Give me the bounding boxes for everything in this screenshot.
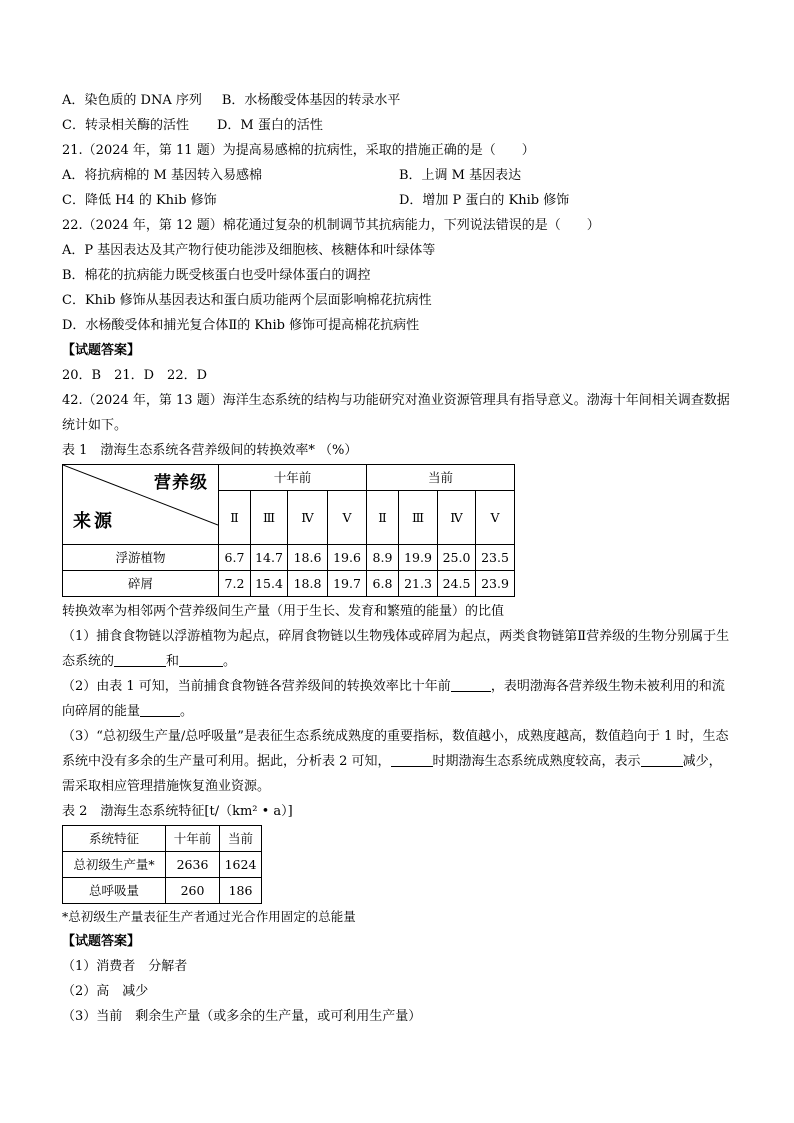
corner-label-source: 来源 (73, 511, 115, 532)
option-d: D．M 蛋白的活性 (216, 118, 323, 133)
table-cell: 186 (220, 878, 262, 904)
table-cell: 24.5 (438, 571, 476, 597)
table-2 (62, 825, 262, 904)
option-c: C．Khib 修饰从基因表达和蛋白质功能两个层面影响棉花抗病性 (62, 293, 432, 308)
table-cell: 6.7 (219, 545, 251, 571)
row-label: 总呼吸量 (63, 878, 166, 904)
option-c: C．降低 H4 的 Khib 修饰 (62, 193, 217, 208)
option-b: B．棉花的抗病能力既受核蛋白也受叶绿体蛋白的调控 (62, 268, 371, 283)
document-page (62, 88, 734, 1029)
sub-question-2-text: 。 (180, 704, 194, 719)
column-header: 十年前 (166, 826, 220, 852)
answer-blank[interactable] (114, 652, 166, 667)
level-header: Ⅳ (438, 491, 476, 545)
answer-blank[interactable] (391, 752, 433, 767)
row-label: 碎屑 (63, 571, 219, 597)
table-cell: 19.7 (328, 571, 367, 597)
answer-blank[interactable] (140, 702, 180, 717)
question-21-options-row-2 (62, 188, 734, 213)
table-cell: 14.7 (251, 545, 288, 571)
answers-20-22: 20．B 21．D 22．D (62, 368, 208, 383)
sub-question-1-text: （1）捕食食物链以浮游植物为起点，碎屑食物链以生物残体或碎屑为起点，两类食物链第Ⅱ营养级的生物分别属于生态系统的 (62, 629, 730, 669)
table-1-footnote: 转换效率为相邻两个营养级间生产量（用于生长、发育和繁殖的能量）的比值 (62, 604, 505, 619)
table-2-footnote: *总初级生产量表征生产者通过光合作用固定的总能量 (62, 909, 356, 924)
option-c: C．转录相关酶的活性 (62, 118, 189, 133)
answer-blank[interactable] (641, 752, 683, 767)
table-cell: 260 (166, 878, 220, 904)
table-2-caption: 表 2 渤海生态系统特征[t/（km² • a）] (62, 804, 293, 819)
table-cell: 8.9 (367, 545, 399, 571)
level-header: Ⅳ (288, 491, 328, 545)
answer-heading: 【试题答案】 (62, 343, 141, 358)
level-header: Ⅱ (367, 491, 399, 545)
question-21-options-row-1 (62, 163, 734, 188)
row-label: 总初级生产量* (63, 852, 166, 878)
table-1-corner-cell (63, 465, 219, 545)
table-cell: 19.9 (399, 545, 438, 571)
table-cell: 19.6 (328, 545, 367, 571)
answer-blank[interactable] (451, 677, 491, 692)
table-cell: 6.8 (367, 571, 399, 597)
table-row (63, 878, 262, 904)
table-cell: 15.4 (251, 571, 288, 597)
level-header: Ⅴ (328, 491, 367, 545)
question-20-options-row-2 (62, 113, 734, 138)
table-cell: 18.8 (288, 571, 328, 597)
level-header: Ⅲ (399, 491, 438, 545)
option-b: B．水杨酸受体基因的转录水平 (221, 93, 401, 108)
table-1-caption: 表 1 渤海生态系统各营养级间的转换效率* （%） (62, 443, 358, 458)
table-row (63, 852, 262, 878)
answer-line: （2）高 减少 (62, 984, 149, 999)
table-cell: 21.3 (399, 571, 438, 597)
table-cell: 25.0 (438, 545, 476, 571)
table-cell: 23.5 (476, 545, 515, 571)
sub-question-1-text: 。 (223, 654, 237, 669)
sub-question-2-text: ，表明渤海各营养级生物未被利用的和流向碎屑的能量 (62, 679, 725, 719)
question-21-stem: 21.（2024 年，第 11 题）为提高易感棉的抗病性，采取的措施正确的是（ ） (62, 143, 535, 158)
level-header: Ⅱ (219, 491, 251, 545)
sub-question-1 (62, 624, 734, 674)
group-header-ten-years-ago: 十年前 (219, 465, 367, 491)
sub-question-1-text: 和 (166, 654, 180, 669)
option-d: D．增加 P 蛋白的 Khib 修饰 (399, 193, 570, 208)
answer-line: （3）当前 剩余生产量（或多余的生产量，或可利用生产量） (62, 1009, 422, 1024)
group-header-current: 当前 (367, 465, 515, 491)
table-cell: 1624 (220, 852, 262, 878)
column-header: 系统特征 (63, 826, 166, 852)
column-header: 当前 (220, 826, 262, 852)
table-cell: 23.9 (476, 571, 515, 597)
sub-question-3-text: 时期渤海生态系统成熟度较高，表示 (432, 754, 641, 769)
answer-blank[interactable] (179, 652, 223, 667)
option-b: B．上调 M 基因表达 (399, 168, 522, 183)
level-header: Ⅲ (251, 491, 288, 545)
question-22-stem: 22.（2024 年，第 12 题）棉花通过复杂的机制调节其抗病能力，下列说法错误的是（ ） (62, 218, 600, 233)
table-cell: 18.6 (288, 545, 328, 571)
level-header: Ⅴ (476, 491, 515, 545)
table-row (63, 545, 515, 571)
table-1 (62, 464, 515, 597)
sub-question-2-text: （2）由表 1 可知，当前捕食食物链各营养级间的转换效率比十年前 (62, 679, 451, 694)
sub-question-2 (62, 674, 734, 724)
row-label: 浮游植物 (63, 545, 219, 571)
sub-question-3-text: 减少，需采取相应管理措施恢复渔业资源。 (62, 754, 722, 794)
question-42-stem: 42.（2024 年，第 13 题）海洋生态系统的结构与功能研究对渔业资源管理具有指导意义。渤海十年间相关调查数据统计如下。 (62, 393, 730, 433)
option-a: A．P 基因表达及其产物行使功能涉及细胞核、核糖体和叶绿体等 (62, 243, 436, 258)
question-20-options-row-1 (62, 88, 734, 113)
table-cell: 7.2 (219, 571, 251, 597)
answer-heading: 【试题答案】 (62, 934, 141, 949)
table-header-row (63, 826, 262, 852)
option-a: A．将抗病棉的 M 基因转入易感棉 (62, 168, 262, 183)
option-a: A．染色质的 DNA 序列 (62, 93, 202, 108)
option-d: D．水杨酸受体和捕光复合体Ⅱ的 Khib 修饰可提高棉花抗病性 (62, 318, 420, 333)
corner-label-trophic-level: 营养级 (154, 473, 208, 493)
sub-question-3 (62, 724, 734, 799)
table-row (63, 571, 515, 597)
answer-line: （1）消费者 分解者 (62, 959, 188, 974)
table-cell: 2636 (166, 852, 220, 878)
sub-question-3-text: （3）“总初级生产量/总呼吸量”是表征生态系统成熟度的重要指标，数值越小，成熟度越高，数值趋向于 1 时，生态系统中没有多余的生产量可利用。据此，分析表 2 可知， (62, 729, 729, 769)
